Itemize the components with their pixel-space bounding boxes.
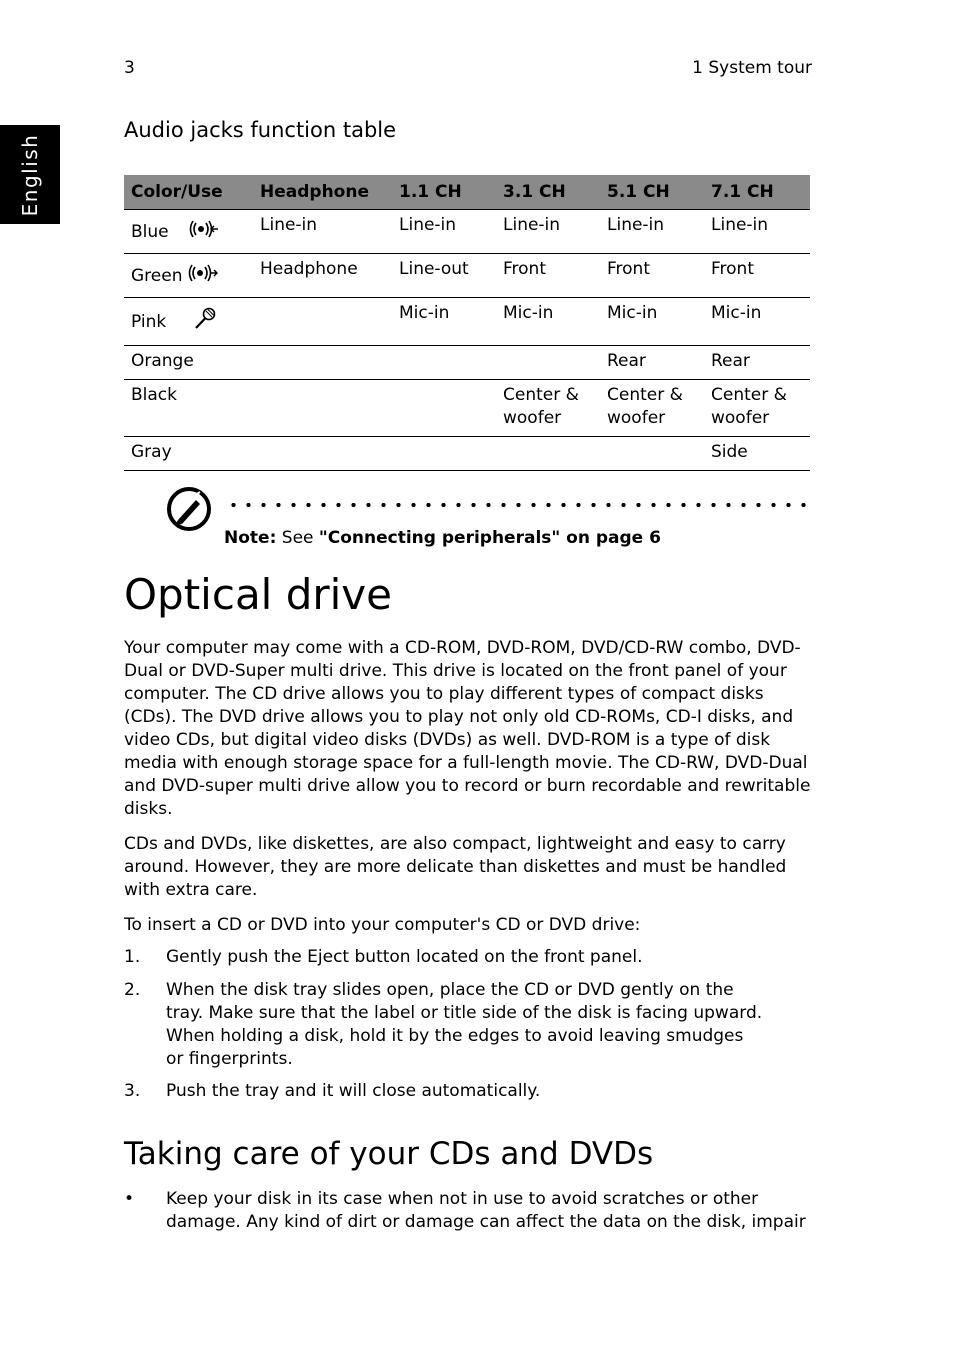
line-out-jack-icon — [186, 262, 218, 291]
table-row — [124, 437, 810, 471]
page-number: 3 — [124, 58, 135, 78]
table-cell — [496, 346, 600, 380]
list-number: 3. — [124, 1081, 141, 1101]
color-label: Green — [131, 266, 183, 286]
column-header: 7.1 CH — [704, 175, 810, 210]
table-row — [124, 254, 810, 298]
note-divider — [226, 503, 810, 507]
table-row — [124, 298, 810, 346]
table-cell — [253, 437, 392, 471]
list-number: 2. — [124, 980, 141, 1000]
table-cell: Line-in — [496, 210, 600, 254]
color-label: Gray — [124, 437, 253, 471]
note-reference-link[interactable]: "Connecting peripherals" on page 6 — [318, 528, 661, 548]
note-text — [224, 528, 661, 548]
table-cell: Line-in — [253, 210, 392, 254]
table-cell: Line-out — [392, 254, 496, 298]
column-header: 3.1 CH — [496, 175, 600, 210]
body-paragraph: Your computer may come with a CD-ROM, DVD-ROM, DVD/CD-RW combo, DVD-Dual or DVD-Super multi drive. This drive is located on the front panel of your computer. The CD drive allows you to play different types of compact disks (CDs). The DVD drive allows you to play not only old CD-ROMs, CD-I disks, and video CDs, but digital video disks (DVDs) as well. DVD-ROM is a type of disk media with enough storage space for a full-length movie. The CD-RW, DVD-Dual and DVD-super multi drive allow you to record or burn recordable and rewritable disks. — [124, 638, 811, 819]
table-cell — [253, 346, 392, 380]
note-see: See — [281, 528, 314, 548]
table-cell: Rear — [600, 346, 704, 380]
table-cell: Front — [600, 254, 704, 298]
list-text: When the disk tray slides open, place the CD or DVD gently on the tray. Make sure that the label or title side of the disk is facing upward. When holding a disk, hold it by the edges to avoid leaving smudges or fingerprints. — [166, 980, 763, 1069]
table-cell: Center & woofer — [704, 380, 810, 437]
note-pencil-icon — [166, 486, 212, 536]
list-number: 1. — [124, 947, 141, 967]
column-header: Headphone — [253, 175, 392, 210]
table-cell — [600, 437, 704, 471]
color-label: Orange — [124, 346, 253, 380]
section-title: Optical drive — [124, 570, 392, 619]
line-in-jack-icon — [187, 218, 219, 247]
table-cell: Center & woofer — [496, 380, 600, 437]
table-title: Audio jacks function table — [124, 118, 397, 142]
table-cell — [124, 210, 253, 254]
table-cell — [253, 380, 392, 437]
bullet-text: Keep your disk in its case when not in use to avoid scratches or other damage. Any kind of dirt or damage can affect the data on the disk, impair — [166, 1189, 806, 1232]
microphone-icon — [192, 306, 218, 339]
table-cell: Mic-in — [704, 298, 810, 346]
table-cell: Headphone — [253, 254, 392, 298]
table-row — [124, 380, 810, 437]
table-cell — [392, 437, 496, 471]
table-cell: Mic-in — [496, 298, 600, 346]
table-cell: Front — [704, 254, 810, 298]
column-header: 5.1 CH — [600, 175, 704, 210]
subsection-title: Taking care of your CDs and DVDs — [124, 1136, 654, 1172]
table-header-row — [124, 175, 810, 210]
body-paragraph: CDs and DVDs, like diskettes, are also compact, lightweight and easy to carry around. However, they are more delicate than diskettes and must be handled with extra care. — [124, 834, 787, 900]
color-label: Black — [124, 380, 253, 437]
table-cell — [392, 380, 496, 437]
table-cell: Line-in — [704, 210, 810, 254]
color-label: Blue — [131, 222, 169, 242]
body-paragraph: To insert a CD or DVD into your computer's CD or DVD drive: — [124, 915, 641, 935]
table-row — [124, 210, 810, 254]
list-text: Gently push the Eject button located on the front panel. — [166, 947, 643, 967]
table-cell — [124, 254, 253, 298]
table-cell — [253, 298, 392, 346]
table-cell — [392, 346, 496, 380]
language-tab — [0, 125, 60, 224]
list-text: Push the tray and it will close automatically. — [166, 1081, 541, 1101]
column-header: Color/Use — [124, 175, 253, 210]
table-cell: Side — [704, 437, 810, 471]
table-cell — [124, 298, 253, 346]
table-cell: Mic-in — [392, 298, 496, 346]
bullet-mark: • — [124, 1189, 135, 1209]
table-cell: Line-in — [600, 210, 704, 254]
table-row — [124, 346, 810, 380]
table-cell: Front — [496, 254, 600, 298]
table-cell: Rear — [704, 346, 810, 380]
chapter-title: 1 System tour — [692, 58, 812, 78]
table-cell — [496, 437, 600, 471]
table-cell: Mic-in — [600, 298, 704, 346]
column-header: 1.1 CH — [392, 175, 496, 210]
audio-jacks-table — [124, 175, 810, 471]
color-label: Pink — [131, 312, 167, 332]
table-cell: Center & woofer — [600, 380, 704, 437]
language-tab-label: English — [18, 133, 42, 216]
table-cell: Line-in — [392, 210, 496, 254]
note-label: Note: — [224, 528, 277, 548]
